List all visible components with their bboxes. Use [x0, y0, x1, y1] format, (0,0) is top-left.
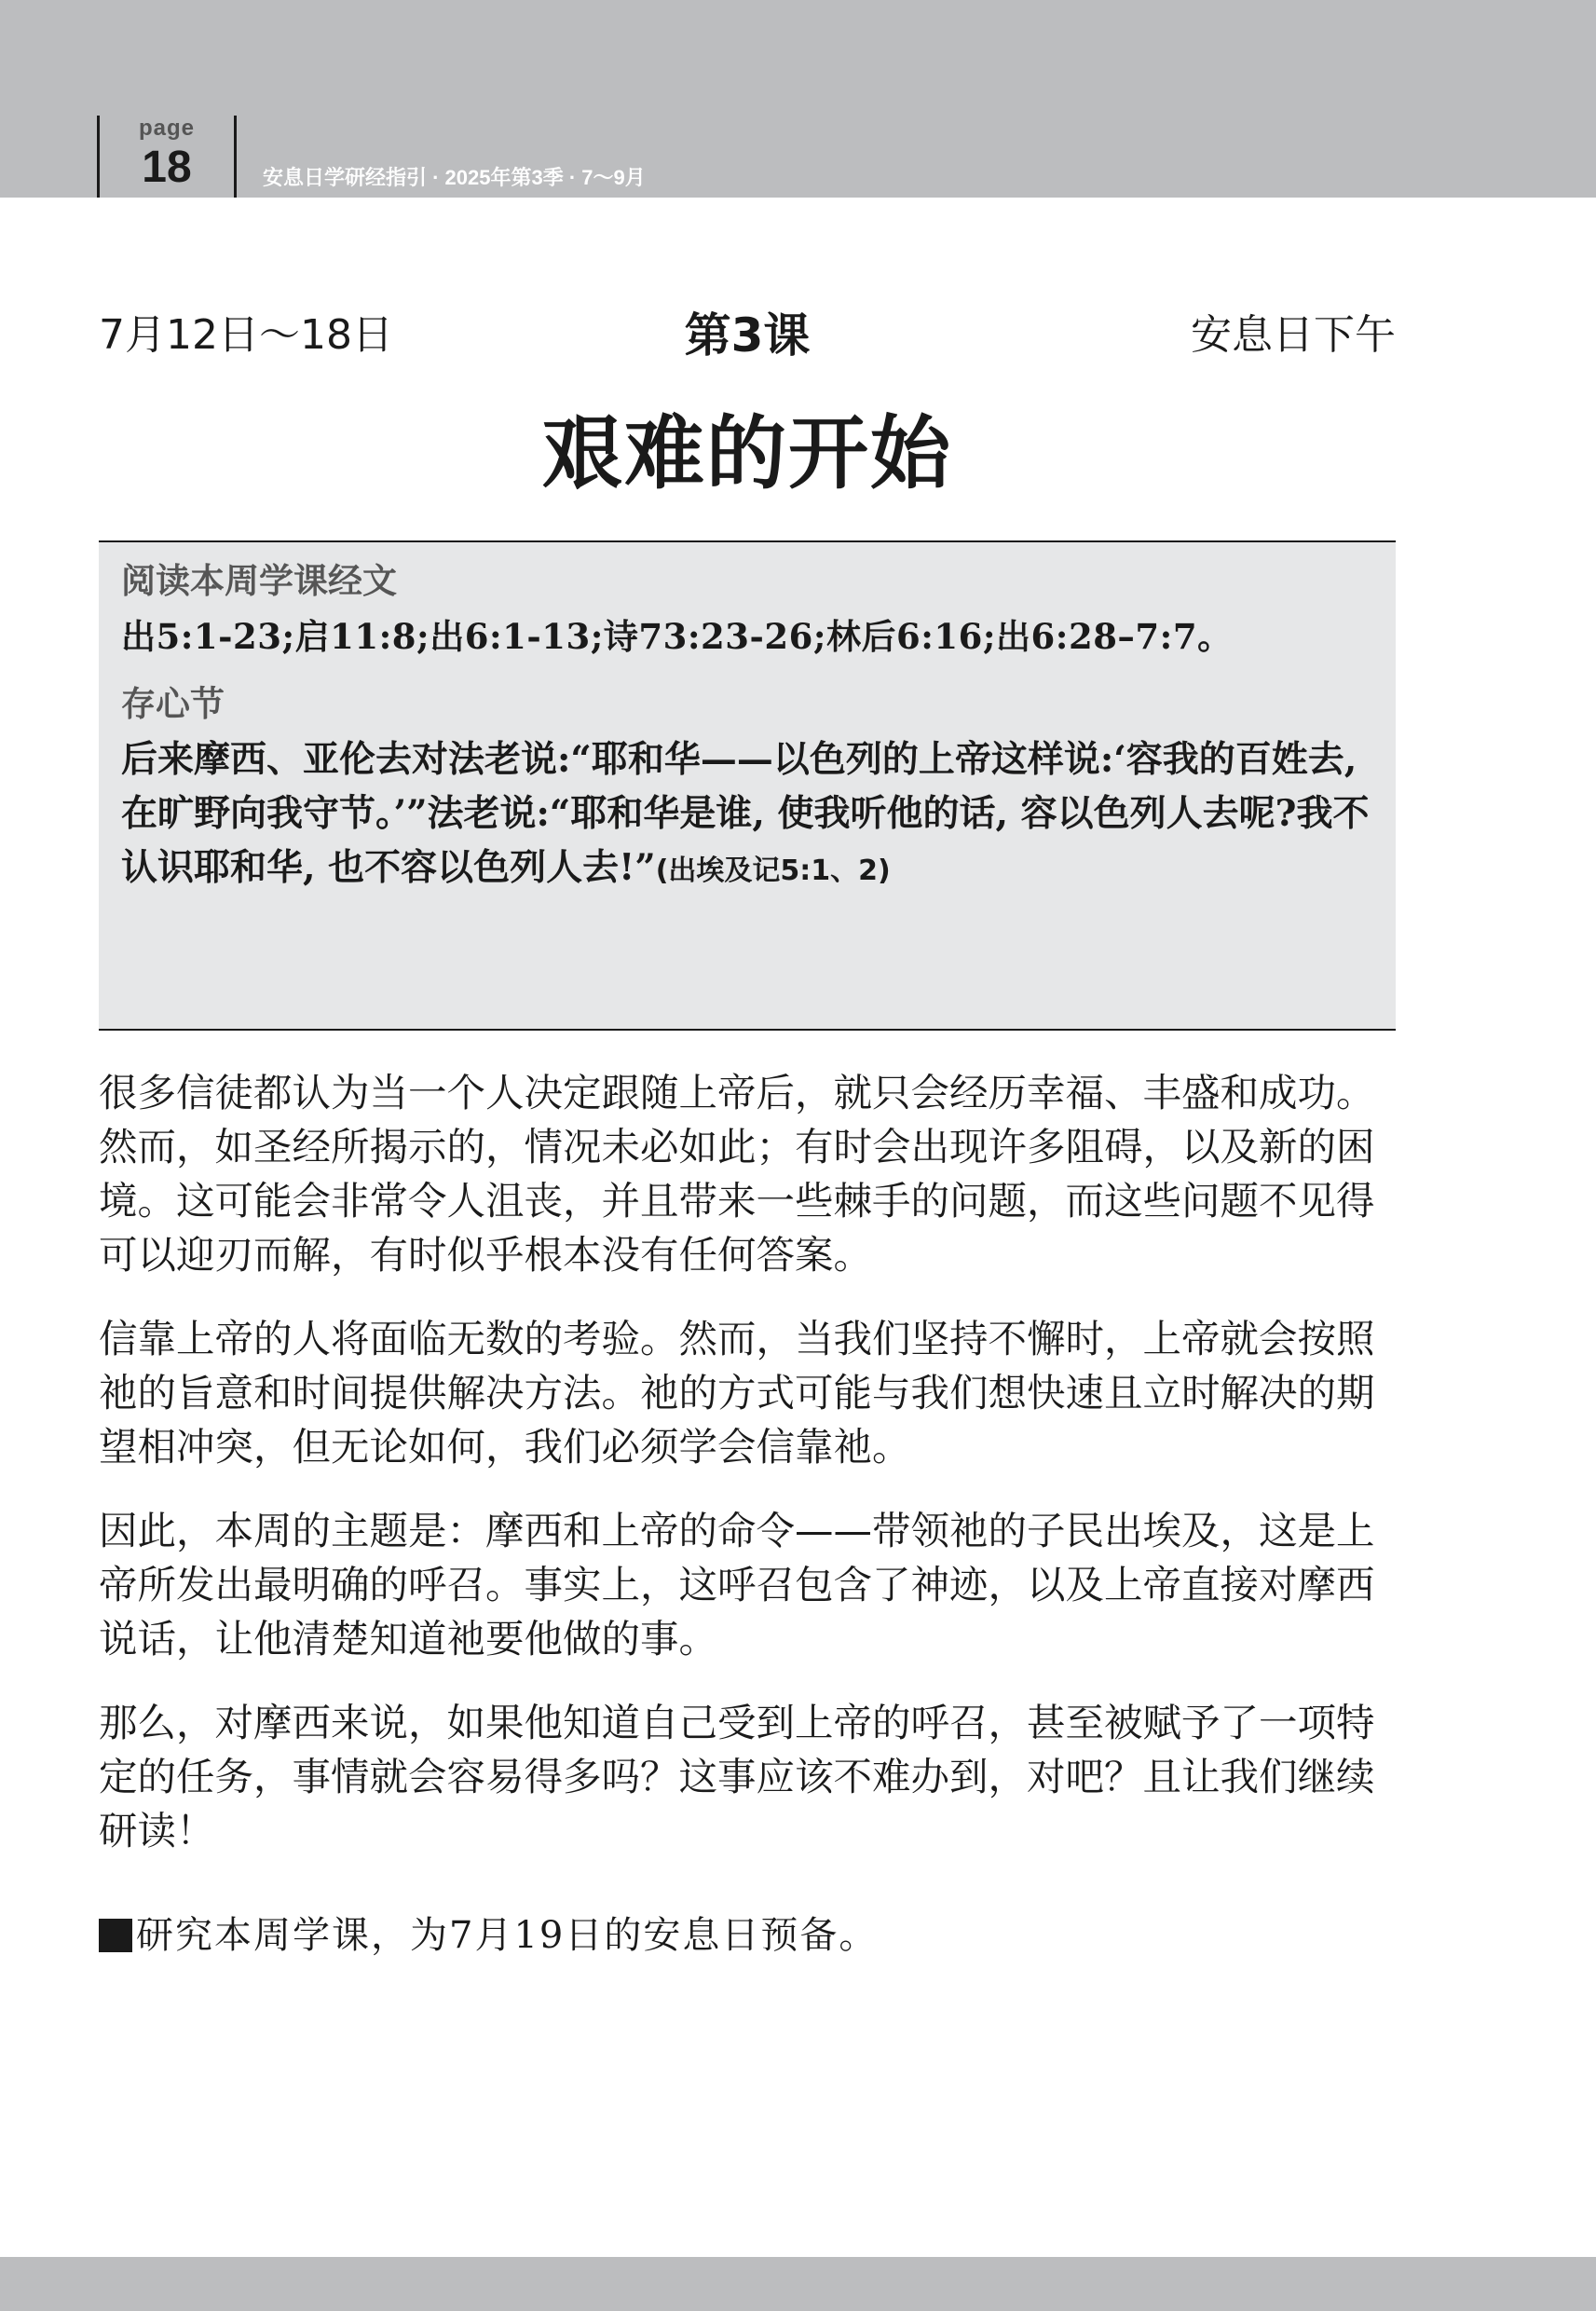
memory-reference: (出埃及记5:1、2) [655, 855, 891, 887]
study-note-text: 研究本周学课，为7月19日的安息日预备。 [136, 1914, 879, 1957]
running-head: 安息日学研经指引 · 2025年第3季 · 7～9月 [263, 166, 646, 189]
page-number: 18 [142, 143, 192, 192]
paragraph: 很多信徒都认为当一个人决定跟随上帝后，就只会经历幸福、丰盛和成功。然而，如圣经所揭示的，情况未必如此；有时会出现许多阻碍，以及新的困境。这可能会非常令人沮丧，并且带来一些棘手的问题，而这些问题不见得可以迎刃而解，有时似乎根本没有任何答案。 [99, 1070, 1375, 1278]
reading-box [99, 540, 1396, 1031]
header-band [0, 0, 1596, 198]
paragraph: 因此，本周的主题是：摩西和上帝的命令——带领祂的子民出埃及，这是上帝所发出最明确的呼召。事实上，这呼召包含了神迹，以及上帝直接对摩西说话，让他清楚知道祂要他做的事。 [99, 1508, 1375, 1661]
memory-text [121, 732, 1373, 898]
page-label: page [138, 116, 195, 141]
lesson-number: 第3课 [684, 308, 811, 362]
paragraph: 信靠上帝的人将面临无数的考验。然而，当我们坚持不懈时，上帝就会按照祂的旨意和时间提供解决方法。祂的方式可能与我们想快速且立时解决的期望相冲突，但无论如何，我们必须学会信靠祂。 [99, 1316, 1375, 1470]
reading-label: 阅读本周学课经文 [121, 561, 397, 601]
reading-verses: 出5:1-23;启11:8;出6:1-13;诗73:23-26;林后6:16;出6:28–7:7。 [121, 616, 1233, 657]
lesson-header [99, 308, 1396, 363]
footer-band [0, 2257, 1596, 2311]
memory-label: 存心节 [121, 684, 225, 724]
lesson-title: 艰难的开始 [542, 406, 952, 500]
lesson-day: 安息日下午 [1191, 311, 1396, 359]
paragraph: 那么，对摩西来说，如果他知道自己受到上帝的呼召，甚至被赋予了一项特定的任务，事情就会容易得多吗？这事应该不难办到，对吧？且让我们继续研读！ [99, 1700, 1375, 1853]
square-bullet-icon [99, 1919, 132, 1952]
memory-quote: 后来摩西、亚伦去对法老说:“耶和华——以色列的上帝这样说:‘容我的百姓去, 在旷野向我守节。’”法老说:“耶和华是谁, 使我听他的话, 容以色列人去呢?我不认识耶和华, 也不容以色列人去!” [121, 738, 1370, 889]
page-number-block [97, 116, 237, 198]
study-note [99, 1908, 1396, 1962]
lesson-dates: 7月12日～18日 [99, 311, 393, 359]
body-text [99, 1066, 1396, 1888]
